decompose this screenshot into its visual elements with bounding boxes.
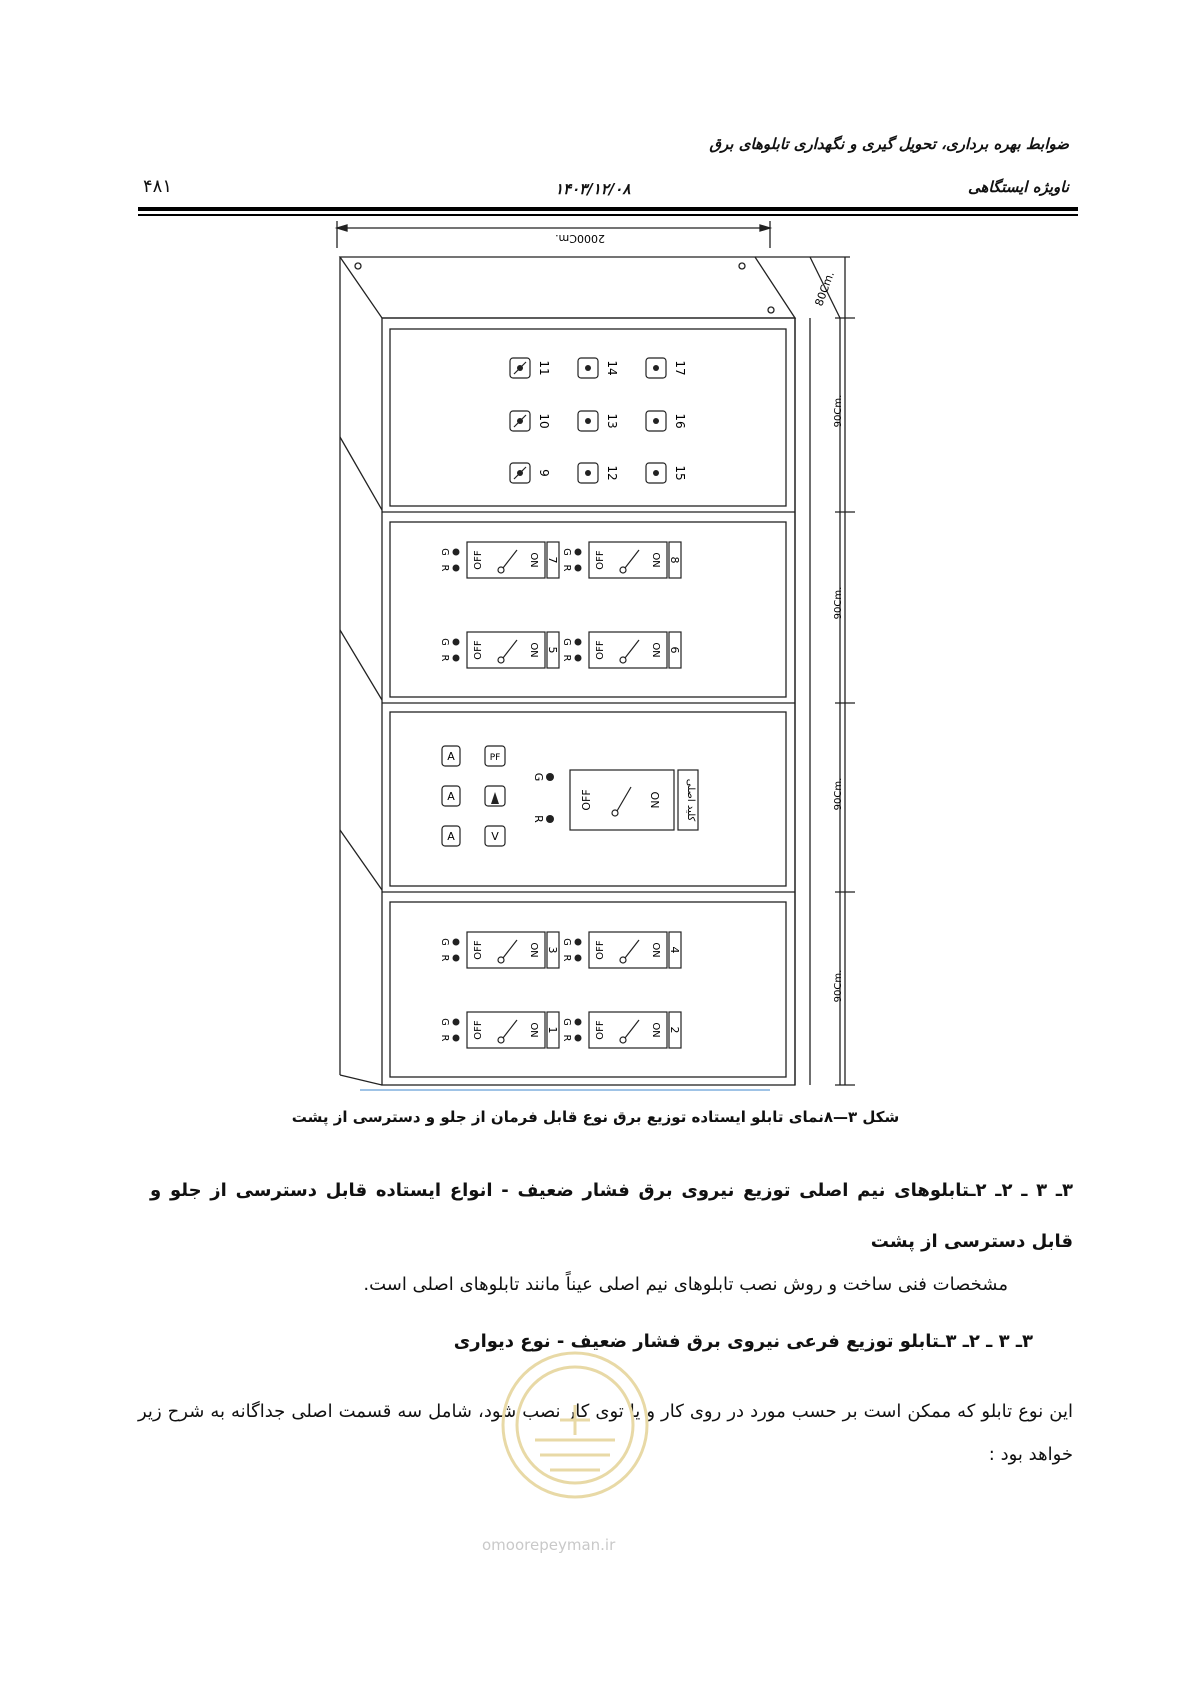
section-height-label: 90Cm.	[833, 969, 844, 1003]
breaker-on-label: ON	[528, 942, 539, 958]
breaker-handle	[625, 1020, 639, 1038]
breaker-handle-pivot	[620, 657, 626, 663]
main-on-label: ON	[648, 791, 661, 809]
pilot-lamp-r-label: R	[439, 954, 450, 962]
pilot-lamp-red	[575, 655, 582, 662]
pilot-lamp-g-label: G	[439, 638, 450, 646]
breaker-handle-pivot	[498, 657, 504, 663]
selector-number: 12	[605, 465, 619, 481]
breaker-off-label: OFF	[473, 940, 484, 960]
meter-label: A	[447, 790, 455, 803]
pilot-lamp-r-label: R	[561, 654, 572, 662]
breaker-handle-pivot	[498, 1037, 504, 1043]
meter-label: A	[447, 830, 455, 843]
breaker-on-label: ON	[650, 552, 661, 568]
breaker-off-label: OFF	[473, 1020, 484, 1040]
pilot-lamp-r-label: R	[561, 954, 572, 962]
breaker-number: 8	[668, 556, 681, 564]
breaker-handle	[625, 640, 639, 658]
section-height-label: 90Cm.	[833, 586, 844, 620]
pilot-lamp-red	[575, 565, 582, 572]
breaker-off-label: OFF	[595, 1020, 606, 1040]
breaker-number: 6	[668, 646, 681, 654]
document-header-subtitle: ناویژه ایستگاهی	[967, 178, 1069, 196]
figure-caption: شکل ۳—۸نمای تابلو ایستاده توزیع برق نوع قابل فرمان از جلو و دسترسی از پشت	[291, 1108, 900, 1126]
width-dimension-label: 2000Cm.	[555, 232, 605, 245]
section-paragraph-wall-panels: این نوع تابلو که ممکن است بر حسب مورد در روی کار و یا توی کار نصب شود، شامل سه قسمت اصلی جداگانه به شرح زیر خواهد بود :	[138, 1401, 1073, 1465]
pilot-lamp-green	[453, 549, 460, 556]
pilot-lamp-r-label: R	[439, 654, 450, 662]
pilot-lamp-red	[453, 1035, 460, 1042]
section-heading-semi-main-panels: ۳ـ ۳ ـ ۲ـ ۲ـتابلوهای نیم اصلی توزیع نیروی برق فشار ضعیف - انواع ایستاده قابل دسترسی از جلو و قابل دسترسی از پشت	[150, 1180, 1073, 1252]
pilot-lamp-green	[575, 549, 582, 556]
meter-label: A	[447, 750, 455, 763]
pilot-lamp-g-label: G	[439, 1018, 450, 1026]
breaker-handle	[503, 940, 517, 958]
document-date: ۱۴۰۳/۱۲/۰۸	[555, 180, 631, 198]
breaker-handle-pivot	[620, 1037, 626, 1043]
main-key-label: کلید اصلی	[685, 778, 696, 822]
breaker-number: 7	[546, 556, 559, 564]
pilot-lamp-g-label: G	[439, 938, 450, 946]
pilot-lamp-green	[453, 639, 460, 646]
pilot-lamp-red	[575, 1035, 582, 1042]
breaker-off-label: OFF	[595, 550, 606, 570]
main-off-label: OFF	[580, 789, 593, 811]
breaker-off-label: OFF	[595, 940, 606, 960]
pilot-lamp-g-label: G	[561, 1018, 572, 1026]
pilot-lamp-r-label: R	[561, 564, 572, 572]
breaker-on-label: ON	[650, 942, 661, 958]
selector-number: 17	[673, 360, 687, 376]
breaker-number: 2	[668, 1026, 681, 1034]
page-number: ۴۸۱	[143, 176, 173, 197]
depth-dimension-label: 80Cm.	[812, 269, 837, 308]
document-header-title: ضوابط بهره برداری، تحویل گیری و نگهداری تابلوهای برق	[709, 135, 1069, 153]
selector-number: 13	[605, 413, 619, 429]
pilot-lamp-red	[453, 655, 460, 662]
breaker-on-label: ON	[528, 642, 539, 658]
pilot-lamp-green	[575, 639, 582, 646]
pilot-lamp-g-label: G	[561, 938, 572, 946]
breaker-on-label: ON	[650, 642, 661, 658]
section-height-label: 90Cm.	[833, 394, 844, 428]
pilot-lamp-r-label: R	[439, 1034, 450, 1042]
section-heading-wall-panels: ۳ـ ۳ ـ ۲ـ ۳ـتابلو توزیع فرعی نیروی برق فشار ضعیف - نوع دیواری	[453, 1331, 1033, 1352]
breaker-off-label: OFF	[473, 640, 484, 660]
section-paragraph-semi-main-panels: مشخصات فنی ساخت و روش نصب تابلوهای نیم اصلی عیناً مانند تابلوهای اصلی است.	[363, 1274, 1008, 1295]
main-lamp-g-label: G	[532, 772, 545, 782]
breaker-number: 1	[546, 1026, 559, 1034]
pilot-lamp-green	[575, 939, 582, 946]
breaker-handle	[503, 640, 517, 658]
breaker-handle-pivot	[498, 567, 504, 573]
pilot-lamp-g-label: G	[561, 548, 572, 556]
breaker-handle	[503, 1020, 517, 1038]
selector-number: 14	[605, 360, 619, 376]
pilot-lamp-red	[453, 565, 460, 572]
breaker-off-label: OFF	[595, 640, 606, 660]
breaker-on-label: ON	[528, 552, 539, 568]
breaker-handle	[625, 940, 639, 958]
main-lamp-r-label: R	[532, 815, 545, 823]
selector-number: 16	[673, 413, 687, 429]
breaker-number: 5	[546, 646, 559, 654]
breaker-on-label: ON	[528, 1022, 539, 1038]
watermark-seal-icon	[495, 1345, 655, 1505]
pilot-lamp-red	[453, 955, 460, 962]
pilot-lamp-g-label: G	[439, 548, 450, 556]
breaker-number: 3	[546, 946, 559, 954]
meter-label: V	[491, 830, 499, 843]
breaker-handle-pivot	[620, 957, 626, 963]
selector-number: 10	[537, 413, 551, 429]
pilot-lamp-g-label: G	[561, 638, 572, 646]
pilot-lamp-green	[453, 939, 460, 946]
breaker-off-label: OFF	[473, 550, 484, 570]
breaker-handle	[625, 550, 639, 568]
selector-number: 15	[673, 465, 687, 481]
breaker-number: 4	[668, 946, 681, 954]
watermark-site: omoorepeyman.ir	[482, 1536, 616, 1554]
pilot-lamp-r-label: R	[439, 564, 450, 572]
selector-number: 11	[537, 360, 551, 376]
breaker-handle-pivot	[620, 567, 626, 573]
pilot-lamp-red	[575, 955, 582, 962]
breaker-on-label: ON	[650, 1022, 661, 1038]
pilot-lamp-green	[453, 1019, 460, 1026]
pilot-lamp-r-label: R	[561, 1034, 572, 1042]
section-height-label: 90Cm.	[833, 777, 844, 811]
meter-label: PF	[489, 753, 501, 763]
breaker-handle-pivot	[498, 957, 504, 963]
breaker-handle	[503, 550, 517, 568]
selector-number: 9	[537, 469, 551, 477]
pilot-lamp-green	[575, 1019, 582, 1026]
